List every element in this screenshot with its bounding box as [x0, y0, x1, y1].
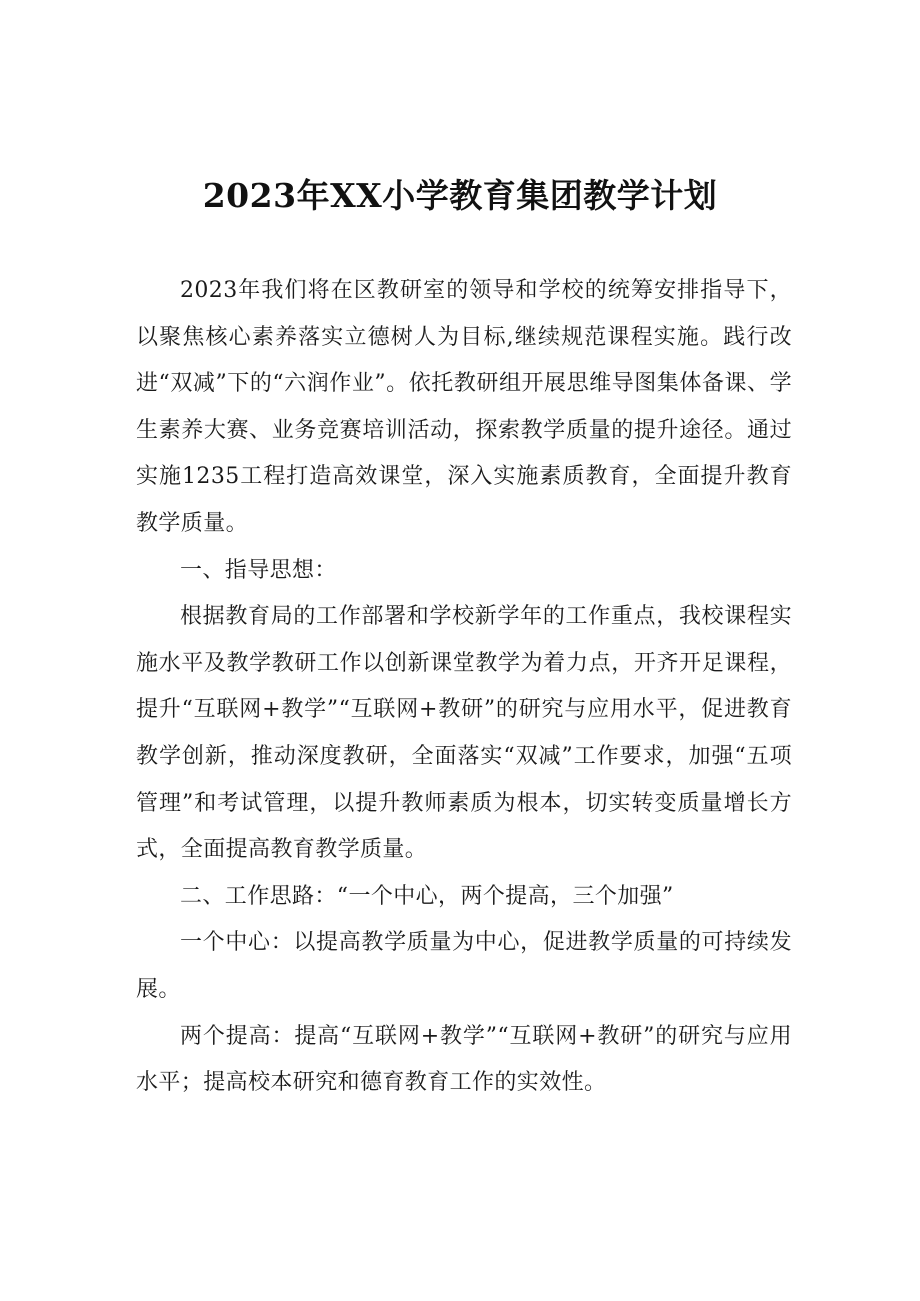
section-heading-guiding-ideology: 一、指导思想：: [180, 557, 337, 583]
two-improvements-paragraph: 两个提高：提高“互联网+教学”“互联网+教研”的研究与应用水平；提高校本研究和德育教育工作的实效性。: [136, 1023, 792, 1096]
document-body: [136, 268, 792, 1107]
guiding-ideology-paragraph: 根据教育局的工作部署和学校新学年的工作重点，我校课程实施水平及教学教研工作以创新课堂教学为着力点，开齐开足课程，提升“互联网+教学”“互联网+教研”的研究与应用水平，促进教育教学创新，推动深度教研，全面落实“双减”工作要求，加强“五项管理”和考试管理，以提升教师素质为根本，切实转变质量增长方式，全面提高教育教学质量。: [136, 604, 792, 863]
one-center-paragraph: 一个中心：以提高教学质量为中心，促进教学质量的可持续发展。: [136, 930, 792, 1002]
section-heading-work-approach: 二、工作思路：“一个中心，两个提高，三个加强”: [180, 883, 674, 909]
document-title: 2023年XX小学教育集团教学计划: [202, 176, 718, 215]
intro-paragraph: 2023年我们将在区教研室的领导和学校的统筹安排指导下，以聚焦核心素养落实立德树人为目标,继续规范课程实施。践行改进“双减”下的“六润作业”。依托教研组开展思维导图集体备课、学生素养大赛、业务竞赛培训活动，探索教学质量的提升途径。通过实施1235工程打造高效课堂，深入实施素质教育，全面提升教育教学质量。: [136, 278, 792, 536]
